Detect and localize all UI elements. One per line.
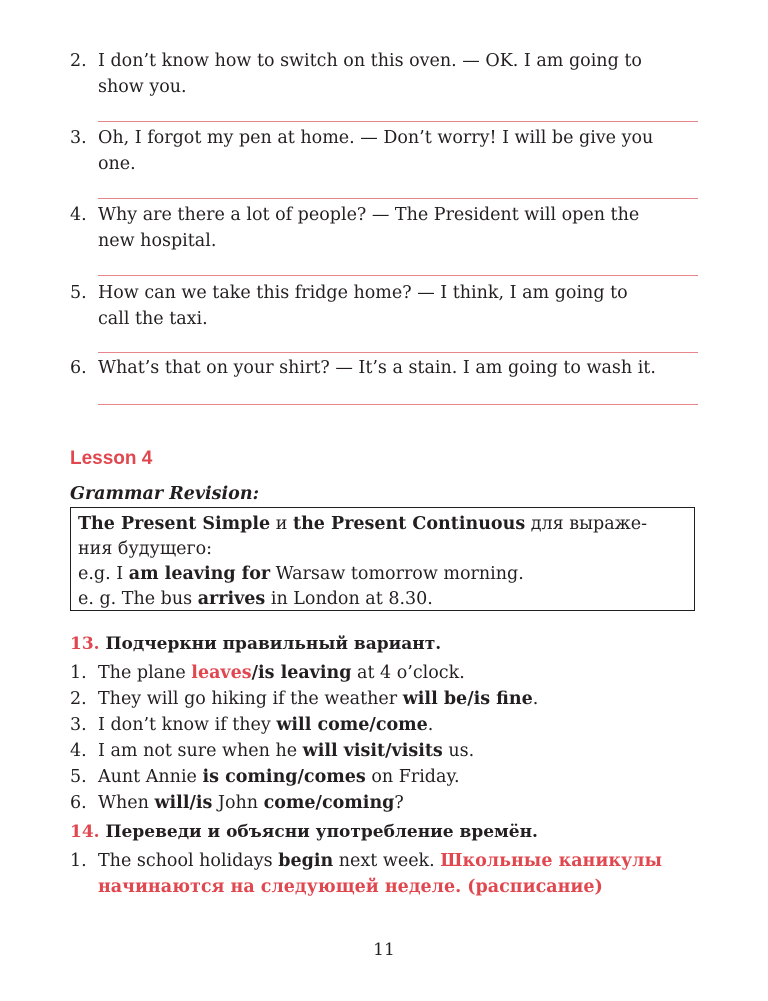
grammar-example [78, 562, 688, 587]
answer-line[interactable] [98, 198, 698, 199]
exercise-item [70, 280, 700, 332]
item-text: . [427, 715, 434, 735]
grammar-text: ния будущего: [78, 539, 213, 559]
task-13-list [70, 660, 700, 816]
item-number: 2. [70, 689, 87, 709]
list-item [70, 764, 700, 790]
list-item [70, 660, 700, 686]
item-text: I don’t know if they [98, 715, 277, 735]
item-number: 6. [70, 793, 87, 813]
item-text: new hospital. [98, 231, 217, 251]
option-text[interactable]: /is leaving [251, 663, 352, 683]
item-text: . [532, 689, 539, 709]
item-number: 2. [70, 51, 87, 71]
option-text[interactable]: will be/is fine [402, 689, 533, 709]
example-highlight: arrives [197, 589, 266, 609]
grammar-conj: и [270, 514, 293, 534]
item-text: ? [394, 793, 404, 813]
item-text: us. [442, 741, 475, 761]
item-number: 4. [70, 205, 87, 225]
translation-answer: начинаются на следующей неделе. (расписание) [98, 877, 603, 897]
item-text: What’s that on your shirt? — It’s a stain. I am going to wash it. [98, 358, 656, 378]
item-number: 3. [70, 128, 87, 148]
task-number: 14. [70, 822, 100, 842]
item-number: 1. [70, 663, 87, 683]
example-text: e.g. I [78, 564, 129, 584]
answer-line[interactable] [98, 352, 698, 353]
item-text: John [212, 793, 264, 813]
option-text[interactable]: will come/come [276, 715, 428, 735]
list-item [70, 712, 700, 738]
grammar-example [78, 587, 688, 612]
option-text[interactable]: is coming/comes [202, 767, 366, 787]
grammar-box [70, 507, 695, 611]
option-text[interactable]: come/coming [263, 793, 395, 813]
list-item [70, 686, 700, 712]
grammar-term: The Present Simple [78, 514, 271, 534]
item-text: Aunt Annie [98, 767, 203, 787]
item-number: 6. [70, 358, 87, 378]
item-number: 5. [70, 767, 87, 787]
example-text: e. g. The bus [78, 589, 198, 609]
grammar-term: the Present Continuous [293, 514, 526, 534]
item-text: on Friday. [365, 767, 460, 787]
task-14-header [70, 822, 538, 842]
task-instruction: Подчеркни правильный вариант. [105, 634, 442, 654]
item-number: 5. [70, 283, 87, 303]
item-text: I am not sure when he [98, 741, 303, 761]
lesson-title: Lesson 4 [70, 448, 153, 469]
task-instruction: Переведи и объясни употребление времён. [105, 822, 538, 842]
answer-line[interactable] [98, 404, 698, 405]
option-text[interactable]: will/is [154, 793, 213, 813]
verb-highlight: begin [278, 851, 334, 871]
answer-line[interactable] [98, 275, 698, 276]
grammar-rule [78, 512, 688, 537]
answer-line[interactable] [98, 121, 698, 122]
item-number: 3. [70, 715, 87, 735]
grammar-text: для выраже- [525, 514, 648, 534]
task-number: 13. [70, 634, 100, 654]
item-number: 1. [70, 851, 87, 871]
task-13-header [70, 634, 441, 654]
item-text: call the taxi. [98, 309, 208, 329]
item-text: at 4 o’clock. [351, 663, 465, 683]
grammar-heading: Grammar Revision: [70, 484, 260, 504]
list-item [70, 738, 700, 764]
item-text: one. [98, 154, 136, 174]
item-number: 4. [70, 741, 87, 761]
option-text[interactable]: will visit/visits [302, 741, 443, 761]
page-number: 11 [373, 940, 395, 960]
list-item [70, 790, 700, 816]
correct-answer[interactable]: leaves [191, 663, 252, 683]
exercise-item [70, 202, 700, 254]
item-text: Oh, I forgot my pen at home. — Don’t worry! I will be give you [98, 128, 654, 148]
example-text: Warsaw tomorrow morning. [270, 564, 524, 584]
translation-answer: Школьные каникулы [440, 851, 663, 871]
item-text: The school holidays [98, 851, 279, 871]
exercise-item [70, 355, 700, 381]
exercise-item [70, 125, 700, 177]
item-text: Why are there a lot of people? — The President will open the [98, 205, 640, 225]
exercise-item [70, 48, 700, 100]
item-text: The plane [98, 663, 192, 683]
task-14-item [70, 848, 700, 900]
example-highlight: am leaving for [128, 564, 271, 584]
item-text: They will go hiking if the weather [98, 689, 403, 709]
item-text: show you. [98, 77, 187, 97]
example-text: in London at 8.30. [265, 589, 433, 609]
item-text: How can we take this fridge home? — I think, I am going to [98, 283, 628, 303]
item-text: next week. [333, 851, 441, 871]
item-text: When [98, 793, 155, 813]
item-text: I don’t know how to switch on this oven. — OK. I am going to [98, 51, 642, 71]
